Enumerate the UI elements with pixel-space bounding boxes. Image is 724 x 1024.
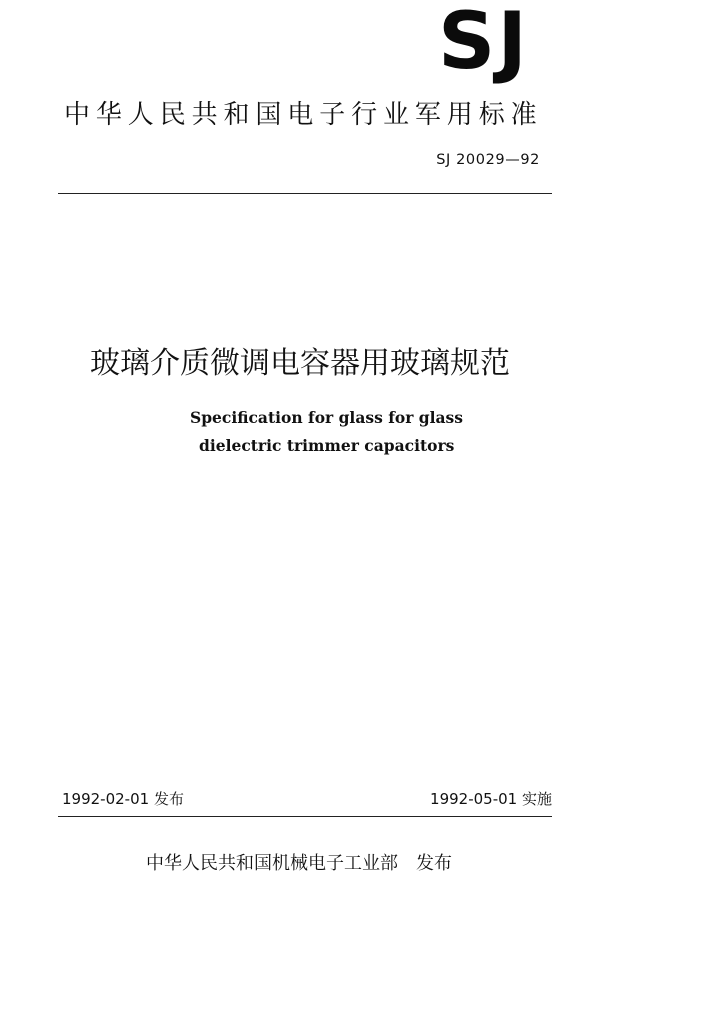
- sj-logo: SJ: [438, 0, 529, 87]
- issuer-name: 中华人民共和国机械电子工业部: [146, 853, 398, 874]
- issuing-authority: [146, 849, 452, 875]
- document-title-chinese: 玻璃介质微调电容器用玻璃规范: [90, 346, 510, 381]
- standard-category-heading: 中华人民共和国电子行业军用标准: [64, 100, 543, 130]
- english-title-line-2: dielectric trimmer capacitors: [199, 436, 455, 455]
- issuer-action: 发布: [416, 853, 452, 874]
- bottom-divider: [58, 816, 552, 817]
- effective-date: 1992-05-01 实施: [430, 790, 552, 808]
- english-title-line-1: Specification for glass for glass: [190, 408, 463, 427]
- top-divider: [58, 193, 552, 194]
- standard-number: SJ 20029—92: [436, 152, 540, 168]
- issue-date: 1992-02-01 发布: [62, 790, 184, 808]
- document-title-english: [190, 404, 463, 460]
